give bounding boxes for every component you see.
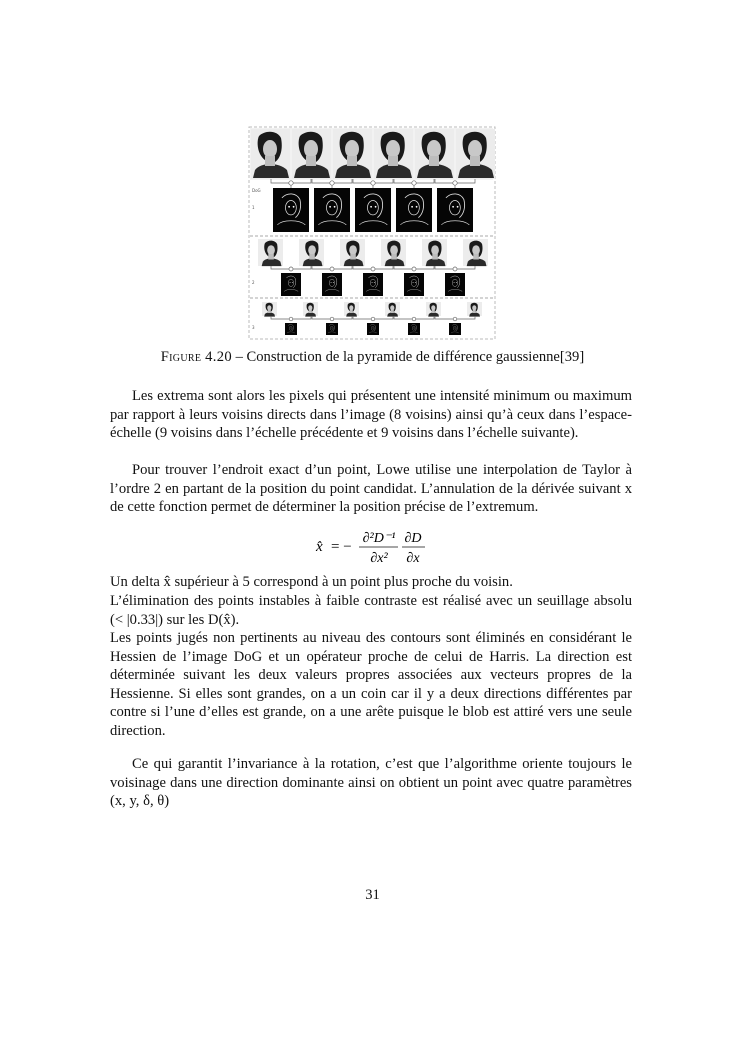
figure-caption-label: Figure 4.20 [160, 349, 232, 365]
octave3-minus-3 [371, 317, 375, 321]
octave3-minus-2 [330, 317, 334, 321]
octave2-minus-5 [453, 267, 457, 271]
page-number: 31 [365, 887, 380, 903]
row-label-1: 1 [252, 205, 255, 210]
paragraph-hessian: Les points jugés non pertinents au niveau des contours sont éliminés en considérant le Hessien de l’image DoG et un opérateur proche de celui de Harris. La direction est déterminée suivant les deux valeurs propres associées aux vecteurs propres de la Hessienne. Si elles sont grandes, on a un coin car il y a deux directions différentes par contre si l’une d’elles est grande, on a une arête puisque le blob est attiré vers une seule direction. [110, 630, 632, 739]
equation-fraction1-denominator: ∂x² [370, 551, 388, 566]
octave1-minus-2 [330, 181, 334, 185]
equation-lhs: x̂ [316, 539, 323, 555]
paragraph-contrast: L’élimination des points instables à faible contraste est réalisé avec un seuillage absolu (< |0.33|) sur les D(x̂). [110, 593, 632, 628]
octave3-minus-5 [453, 317, 457, 321]
octave1-dog-5 [437, 188, 473, 232]
equation-svg [0, 528, 745, 568]
octave2-minus-4 [412, 267, 416, 271]
row-label-dog: DoG [252, 188, 261, 193]
paragraph-rotation: Ce qui garantit l’invariance à la rotation, c’est que l’algorithme oriente toujours le voisinage dans une direction dominante ainsi on obtient un point avec quatre paramètres (x, y, δ, θ) [110, 756, 632, 810]
figure-dog-pyramid [248, 126, 496, 340]
figure-caption-text: – Construction de la pyramide de différence gaussienne[39] [231, 349, 585, 365]
octave2-dog-3 [363, 273, 383, 296]
octave3-dog-4 [408, 323, 420, 335]
octave3-dog-1 [285, 323, 297, 335]
paragraph-taylor: Pour trouver l’endroit exact d’un point, Lowe utilise une interpolation de Taylor à l’ordre 2 en partant de la position du point candidat. L’annulation de la dérivée suivant x de cette fonction permet de déterminer la position précise de l’extremum. [110, 462, 632, 516]
octave3-dog-5 [449, 323, 461, 335]
octave2-dog-4 [404, 273, 424, 296]
octave-1-gaussian-row [250, 128, 495, 180]
octave1-minus-5 [453, 181, 457, 185]
equation-fraction1-numerator: ∂²D⁻¹ [362, 531, 396, 546]
equation-fraction2-denominator: ∂x [406, 551, 420, 566]
octave2-dog-5 [445, 273, 465, 296]
paragraph-delta: Un delta x̂ supérieur à 5 correspond à un point plus proche du voisin. [110, 574, 513, 590]
octave1-dog-4 [396, 188, 432, 232]
octave3-dog-2 [326, 323, 338, 335]
octave1-minus-3 [371, 181, 375, 185]
equation-fraction2-numerator: ∂D [404, 531, 422, 546]
octave3-minus-4 [412, 317, 416, 321]
octave2-minus-1 [289, 267, 293, 271]
row-label-3: 3 [252, 325, 255, 330]
equation-equals: = − [331, 539, 352, 555]
octave1-minus-1 [289, 181, 293, 185]
octave1-dog-3 [355, 188, 391, 232]
octave3-minus-1 [289, 317, 293, 321]
octave1-minus-4 [412, 181, 416, 185]
figure-caption [110, 347, 635, 367]
row-label-2: 2 [252, 280, 255, 285]
paragraph-extrema: Les extrema sont alors les pixels qui présentent une intensité minimum ou maximum par rapport à leurs voisins directs dans l’image (8 voisins) ainsi qu’à ceux dans l’espace-échelle (9 voisins dans l’échelle précédente et 9 voisins dans l’échelle suivante). [110, 388, 632, 442]
octave1-dog-2 [314, 188, 350, 232]
octave2-minus-2 [330, 267, 334, 271]
dog-pyramid-image [248, 126, 496, 340]
octave2-minus-3 [371, 267, 375, 271]
octave2-dog-2 [322, 273, 342, 296]
octave2-dog-1 [281, 273, 301, 296]
octave1-dog-1 [273, 188, 309, 232]
equation-offset [0, 528, 745, 568]
octave3-dog-3 [367, 323, 379, 335]
